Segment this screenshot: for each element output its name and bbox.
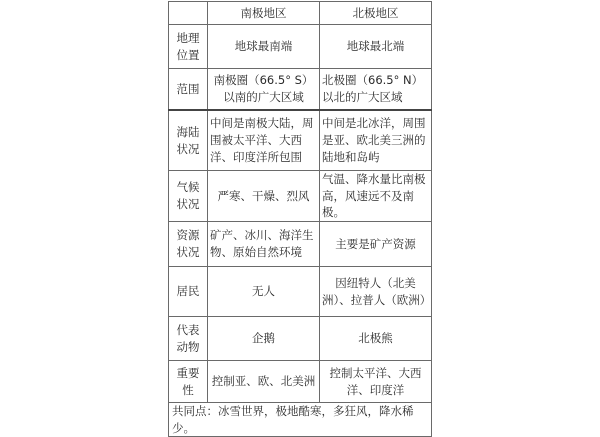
north-cell: 地球最北端 bbox=[320, 25, 432, 69]
south-cell: 地球最南端 bbox=[208, 25, 320, 69]
common-points-cell: 共同点：冰雪世界，极地酷寒，多狂风，降水稀少。 bbox=[169, 403, 432, 437]
north-cell: 因纽特人（北美洲）、拉普人（欧洲） bbox=[320, 267, 432, 317]
table-row bbox=[169, 171, 432, 222]
north-cell: 主要是矿产资源 bbox=[320, 222, 432, 267]
header-corner-cell bbox=[169, 2, 208, 25]
row-label: 代表动物 bbox=[169, 317, 208, 361]
row-label: 重要性 bbox=[169, 361, 208, 403]
south-cell: 严寒、干燥、烈风 bbox=[208, 171, 320, 222]
row-label: 海陆状况 bbox=[169, 110, 208, 171]
row-label: 气候状况 bbox=[169, 171, 208, 222]
north-cell: 中间是北冰洋，周围是亚、欧北美三洲的陆地和岛屿 bbox=[320, 110, 432, 171]
north-cell: 气温、降水量比南极高，风速远不及南极。 bbox=[320, 171, 432, 222]
south-cell: 控制亚、欧、北美洲 bbox=[208, 361, 320, 403]
south-cell: 企鹅 bbox=[208, 317, 320, 361]
south-cell: 南极圈（66.5° S）以南的广大区域 bbox=[208, 69, 320, 111]
north-cell: 控制太平洋、大西洋、印度洋 bbox=[320, 361, 432, 403]
row-label: 资源状况 bbox=[169, 222, 208, 267]
table-row bbox=[169, 222, 432, 267]
table-row bbox=[169, 361, 432, 403]
south-cell: 无人 bbox=[208, 267, 320, 317]
comparison-table-container bbox=[168, 1, 432, 435]
row-label: 居民 bbox=[169, 267, 208, 317]
table-row bbox=[169, 110, 432, 171]
row-label: 范围 bbox=[169, 69, 208, 111]
table-row bbox=[169, 69, 432, 111]
south-cell: 矿产、冰川、海洋生物、原始自然环境 bbox=[208, 222, 320, 267]
polar-comparison-table bbox=[168, 1, 432, 437]
north-cell: 北极熊 bbox=[320, 317, 432, 361]
north-cell: 北极圈（66.5° N）以北的广大区域 bbox=[320, 69, 432, 111]
table-row bbox=[169, 317, 432, 361]
table-row bbox=[169, 267, 432, 317]
table-footer-row bbox=[169, 403, 432, 437]
south-cell: 中间是南极大陆，周围被太平洋、大西洋、印度洋所包围 bbox=[208, 110, 320, 171]
header-south-pole: 南极地区 bbox=[208, 2, 320, 25]
table-header-row bbox=[169, 2, 432, 25]
row-label: 地理位置 bbox=[169, 25, 208, 69]
header-north-pole: 北极地区 bbox=[320, 2, 432, 25]
table-row bbox=[169, 25, 432, 69]
